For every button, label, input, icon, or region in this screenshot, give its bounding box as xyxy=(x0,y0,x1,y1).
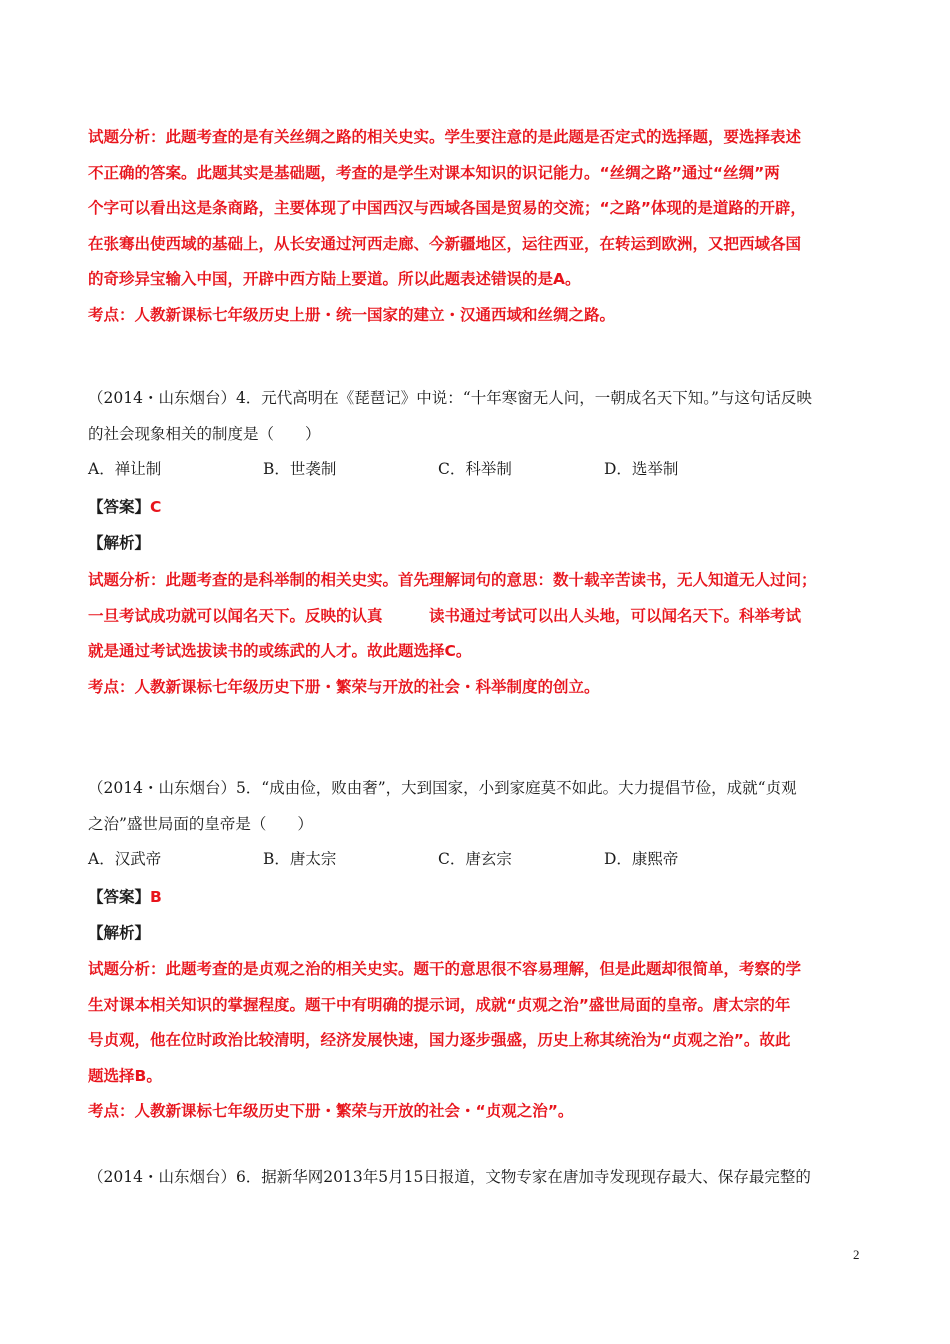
answer-label: 【答案】 xyxy=(88,888,151,906)
option-b: B．世袭制 xyxy=(263,460,337,478)
option-a: A．禅让制 xyxy=(88,460,162,478)
answer-value: C xyxy=(150,498,162,516)
question-text: （2014・山东烟台）4．元代高明在《琵琶记》中说：“十年寒窗无人问，一朝成名天下知。”与这句话反映 xyxy=(88,389,812,407)
question-text: 之治”盛世局面的皇帝是（ ） xyxy=(88,814,313,833)
question-text: （2014・山东烟台）5．“成由俭，败由奢”，大到国家，小到家庭莫不如此。大力提倡节俭，成就“贞观 xyxy=(88,779,797,797)
knowledge-point: 考点：人教新课标七年级历史下册・繁荣与开放的社会・科举制度的创立。 xyxy=(88,677,600,696)
analysis-q3 xyxy=(88,120,873,333)
analysis-line: 题选择B。 xyxy=(88,1066,162,1085)
page-number: 2 xyxy=(853,1247,860,1262)
analysis-line: 的奇珍异宝输入中国，开辟中西方陆上要道。所以此题表述错误的是A。 xyxy=(88,270,581,288)
question-text: 的社会现象相关的制度是（ ） xyxy=(88,424,321,443)
explanation-label-q5: 【解析】 xyxy=(88,924,151,942)
analysis-line: 个字可以看出这是条商路，主要体现了中国西汉与西域各国是贸易的交流；“之路”体现的是道路的开辟， xyxy=(88,199,806,217)
analysis-line: 不正确的答案。此题其实是基础题，考查的是学生对课本知识的识记能力。“丝绸之路”通过“丝绸”两 xyxy=(88,163,780,182)
option-d: D．选举制 xyxy=(604,460,679,478)
question-6 xyxy=(88,1160,873,1196)
analysis-line: 号贞观，他在位时政治比较清明，经济发展快速，国力逐步强盛，历史上称其统治为“贞观之治”。故此 xyxy=(88,1031,791,1049)
analysis-line: 一旦考试成功就可以闻名天下。反映的认真 读书通过考试可以出人头地，可以闻名天下。科举考试 xyxy=(88,606,802,625)
option-b: B．唐太宗 xyxy=(263,850,337,868)
question-4 xyxy=(88,381,873,487)
analysis-q4 xyxy=(88,563,873,705)
analysis-line: 试题分析：此题考查的是有关丝绸之路的相关史实。学生要注意的是此题是否定式的选择题，要选择表述 xyxy=(88,128,802,146)
answer-q5 xyxy=(88,882,162,912)
answer-label: 【答案】 xyxy=(88,498,151,516)
analysis-line: 试题分析：此题考查的是贞观之治的相关史实。题干的意思很不容易理解，但是此题却很简单，考察的学 xyxy=(88,960,802,978)
option-c: C．唐玄宗 xyxy=(438,850,512,868)
option-d: D．康熙帝 xyxy=(604,850,679,868)
answer-value: B xyxy=(150,888,162,906)
analysis-line: 在张骞出使西域的基础上，从长安通过河西走廊、今新疆地区，运往西亚，在转运到欧洲，又把西域各国 xyxy=(88,234,802,253)
analysis-line: 生对课本相关知识的掌握程度。题干中有明确的提示词，成就“贞观之治”盛世局面的皇帝。唐太宗的年 xyxy=(88,995,791,1014)
analysis-q5 xyxy=(88,952,873,1130)
option-a: A．汉武帝 xyxy=(88,850,162,868)
question-text: （2014・山东烟台）6．据新华网2013年5月15日报道，文物专家在唐加寺发现现存最大、保存最完整的 xyxy=(88,1168,811,1186)
option-c: C．科举制 xyxy=(438,460,512,478)
knowledge-point: 考点：人教新课标七年级历史上册・统一国家的建立・汉通西域和丝绸之路。 xyxy=(88,305,616,324)
question-5 xyxy=(88,771,873,877)
answer-q4 xyxy=(88,492,161,522)
explanation-label-q4: 【解析】 xyxy=(88,534,151,552)
knowledge-point: 考点：人教新课标七年级历史下册・繁荣与开放的社会・“贞观之治”。 xyxy=(88,1102,574,1120)
analysis-line: 试题分析：此题考查的是科举制的相关史实。首先理解词句的意思：数十载辛苦读书，无人知道无人过问； xyxy=(88,571,817,589)
options-row xyxy=(88,452,873,487)
analysis-line: 就是通过考试选拔读书的或练武的人才。故此题选择C。 xyxy=(88,642,472,660)
options-row xyxy=(88,842,873,877)
